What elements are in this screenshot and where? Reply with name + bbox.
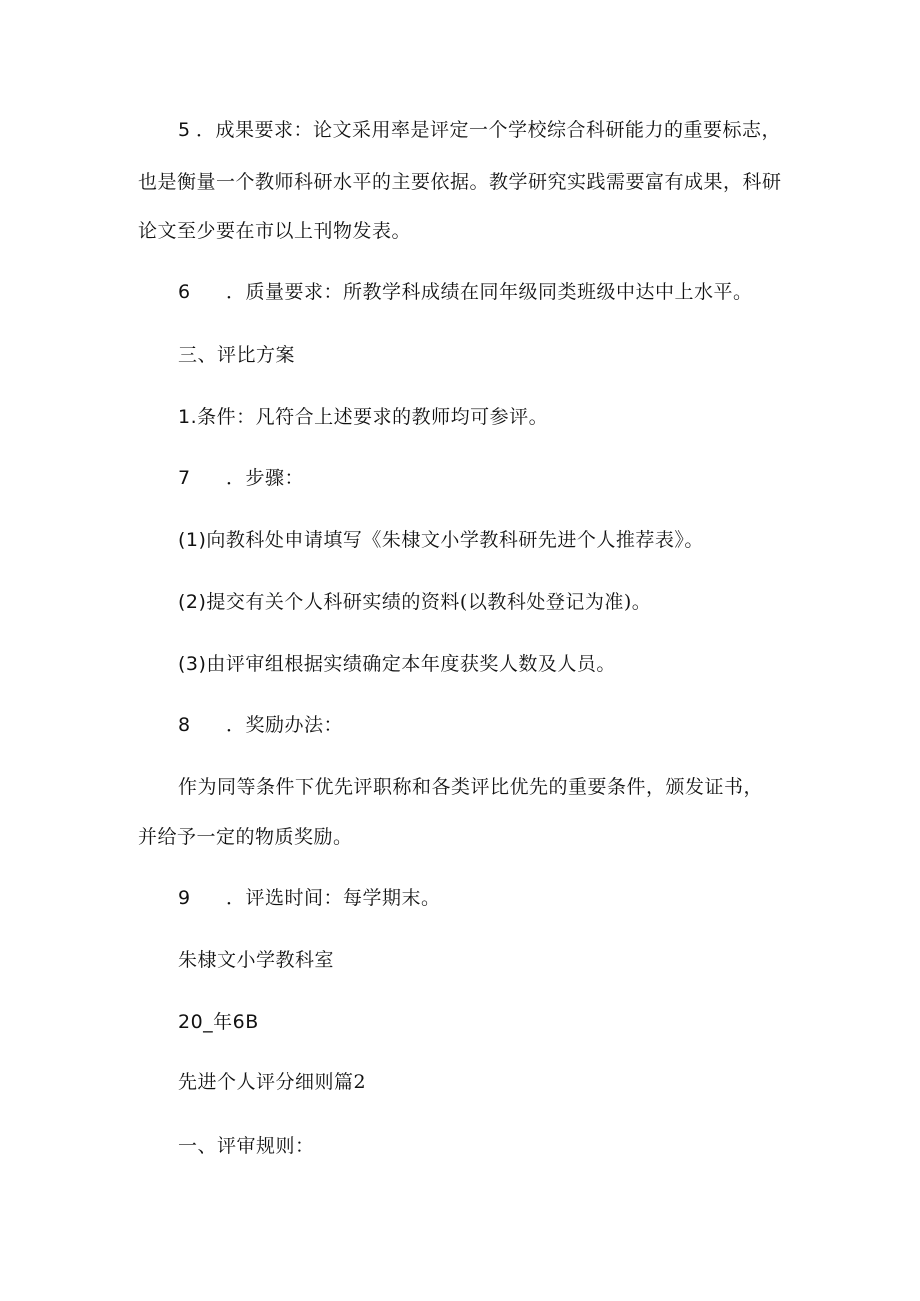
step-number: (2) — [178, 591, 207, 613]
item-number: 1. — [178, 406, 198, 428]
item-number: 8 — [178, 714, 191, 736]
section-heading-1: 一、评审规则： — [178, 1135, 315, 1157]
item-number: 7 — [178, 467, 191, 489]
paragraph-text: ．奖励办法： — [226, 714, 344, 736]
paragraph-text: ．质量要求：所教学科成绩在同年级同类班级中达中上水平。 — [226, 281, 753, 303]
reward-paragraph-line-2: 并给予一定的物质奖励。 — [138, 826, 353, 848]
section-heading-3: 三、评比方案 — [178, 344, 296, 366]
paragraph-text: 条件：凡符合上述要求的教师均可参评。 — [197, 406, 549, 428]
paragraph-text: 提交有关个人科研实绩的资料(以教科处登记为准)。 — [206, 591, 652, 613]
item-number: 6 — [178, 281, 191, 303]
paragraph-text: 向教科处申请填写《朱棣文小学教科研先进个人推荐表》。 — [206, 529, 704, 551]
paragraph-text: ．评选时间：每学期末。 — [226, 887, 441, 909]
steps-item-7 — [178, 466, 304, 490]
item-number: 9 — [178, 887, 191, 909]
paragraph-text: 由评审组根据实绩确定本年度获奖人数及人员。 — [206, 653, 616, 675]
step-number: (3) — [178, 653, 207, 675]
paragraph-text: ．成果要求：论文采用率是评定一个学校综合科研能力的重要标志， — [196, 119, 782, 141]
paragraph-text: ．步骤： — [226, 467, 305, 489]
paragraph-5-line-1 — [178, 118, 781, 142]
time-item-9 — [178, 886, 441, 910]
paragraph-5-line-3: 论文至少要在市以上刊物发表。 — [138, 220, 412, 242]
date: 20_年6B — [178, 1011, 259, 1033]
reward-item-8 — [178, 713, 343, 737]
signature: 朱棣文小学教科室 — [178, 949, 335, 971]
reward-paragraph-line-1: 作为同等条件下优先评职称和各类评比优先的重要条件，颁发证书， — [178, 776, 764, 798]
section-title-part-2: 先进个人评分细则篇2 — [178, 1071, 367, 1093]
condition-item-1 — [178, 405, 548, 429]
step-1 — [178, 528, 704, 552]
step-3 — [178, 652, 616, 676]
step-number: (1) — [178, 529, 207, 551]
item-number: 5 — [178, 119, 191, 141]
paragraph-5-line-2: 也是衡量一个教师科研水平的主要依据。教学研究实践需要富有成果，科研 — [138, 171, 782, 193]
paragraph-6 — [178, 280, 753, 304]
step-2 — [178, 590, 651, 614]
